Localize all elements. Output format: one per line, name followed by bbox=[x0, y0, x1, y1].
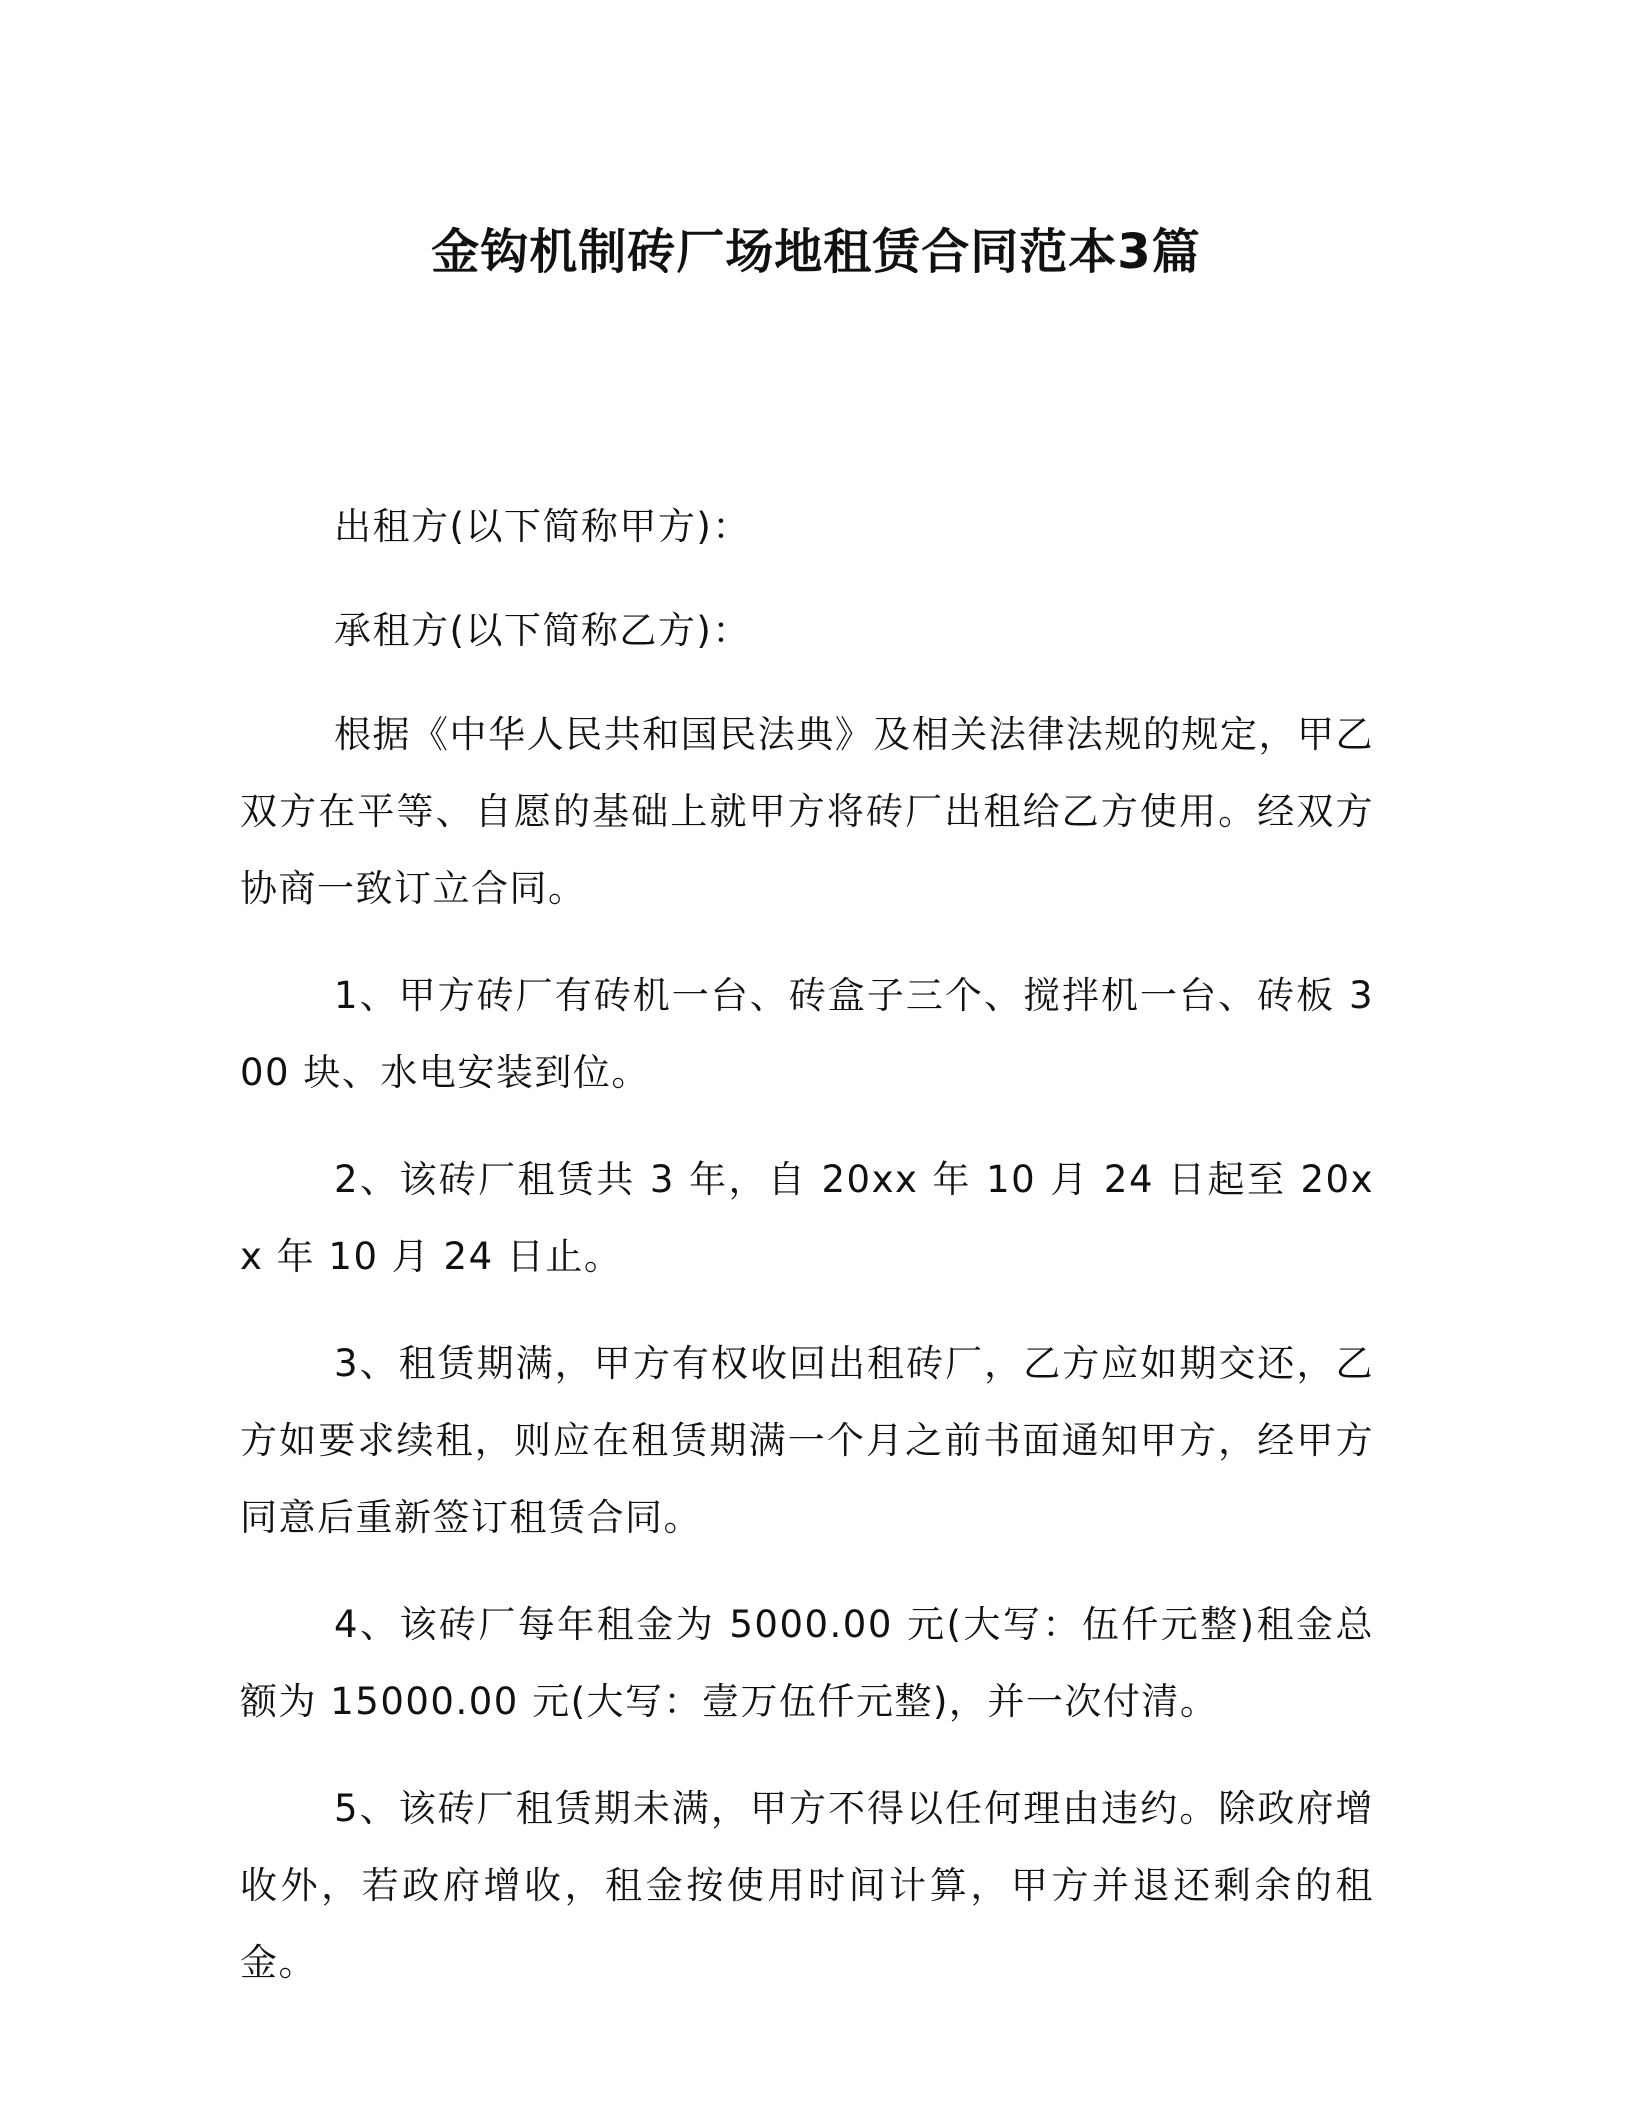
clause-4: 4、该砖厂每年租金为 5000.00 元(大写：伍仟元整)租金总额为 15000.00 元(大写：壹万伍仟元整)，并一次付清。 bbox=[240, 1603, 1374, 1723]
document-title: 金钩机制砖厂场地租赁合同范本3篇 bbox=[431, 224, 1201, 280]
preamble-paragraph: 根据《中华人民共和国民法典》及相关法律法规的规定，甲乙双方在平等、自愿的基础上就甲方将砖厂出租给乙方使用。经双方协商一致订立合同。 bbox=[240, 713, 1374, 910]
lessor-line: 出租方(以下简称甲方)： bbox=[334, 505, 751, 548]
document-body bbox=[240, 488, 1374, 2001]
lessee-line: 承租方(以下简称乙方)： bbox=[334, 609, 751, 652]
clause-2: 2、该砖厂租赁共 3 年，自 20xx 年 10 月 24 日起至 20xx 年 10 月 24 日止。 bbox=[240, 1158, 1374, 1278]
clause-5: 5、该砖厂租赁期未满，甲方不得以任何理由违约。除政府增收外，若政府增收，租金按使用时间计算，甲方并退还剩余的租金。 bbox=[240, 1787, 1374, 1984]
clause-3: 3、租赁期满，甲方有权收回出租砖厂，乙方应如期交还，乙方如要求续租，则应在租赁期满一个月之前书面通知甲方，经甲方同意后重新签订租赁合同。 bbox=[240, 1342, 1374, 1539]
clause-1: 1、甲方砖厂有砖机一台、砖盒子三个、搅拌机一台、砖板 300 块、水电安装到位。 bbox=[240, 974, 1374, 1094]
